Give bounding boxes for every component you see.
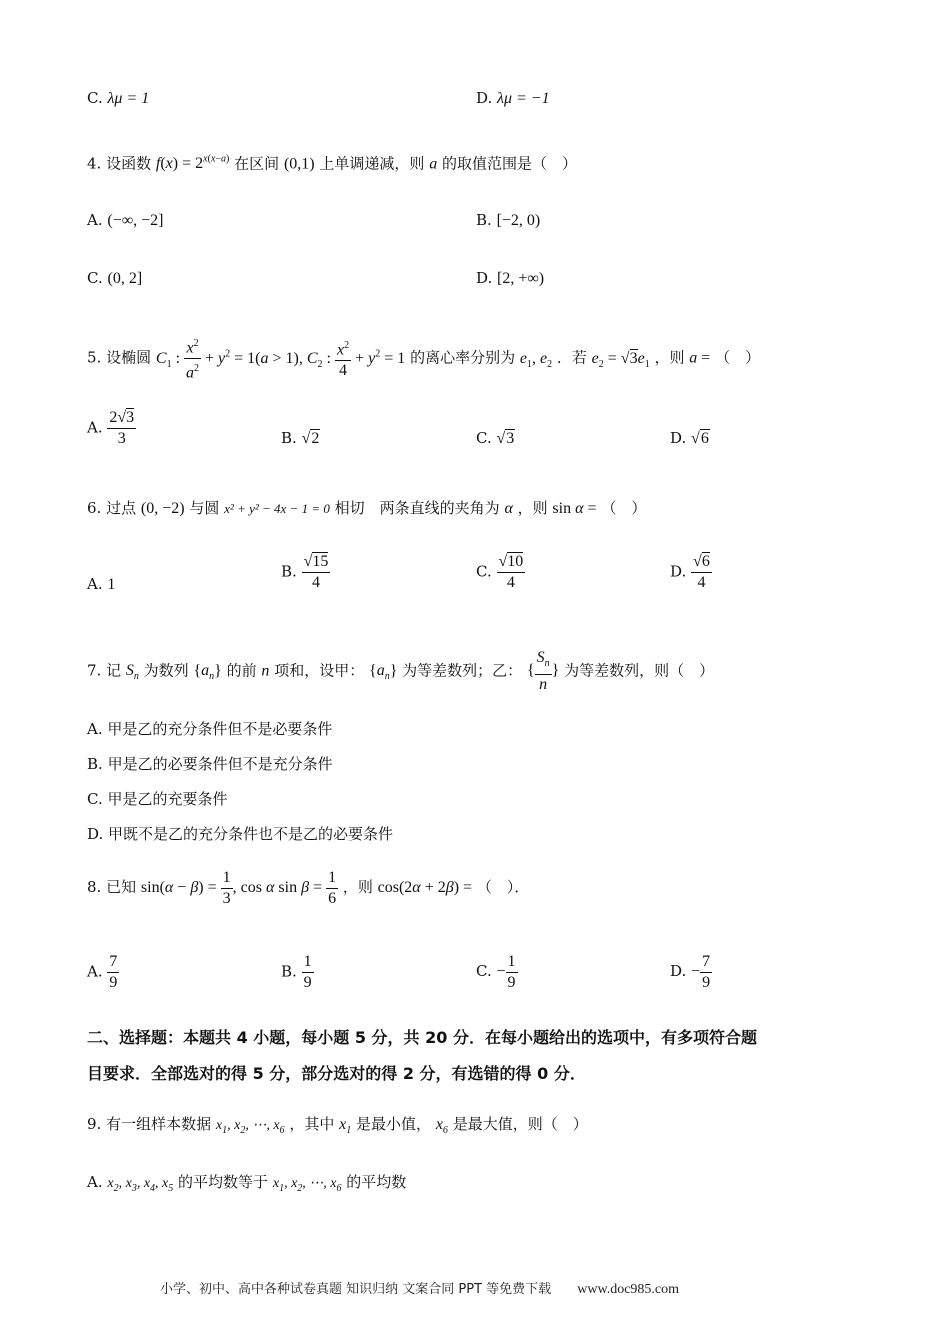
footer [160,1278,679,1298]
q5-ellipse-equations: $C_1$ : $\frac{x^2}{a^2}$ + $y^2 = 1(a > 1)$, $C_2$ : $\frac{x^2}{4}$ + $y^2 = 1$ [156,350,405,367]
question-8: 8. 已知 sin(α − β) = $\frac{1}{3}$ , cos α sin β = $\frac{1}{6}$ ，则 cos(2α + 2β) = （ ）． [87,869,530,907]
question-7: 7. 记 $S_n$ 为数列 $\{a_n\}$ 的前 n 项和，设甲： $\{a_n\}$ 为等差数列；乙： { $\frac{S_n}{n}$ } 为等差数列，则（ ） [87,649,715,694]
q5-option-b: B. √2 [281,429,320,447]
footer-text: 小学、初中、高中各种试卷真题 知识归纳 文案合同 PPT 等免费下载 [160,1282,552,1297]
q3-option-d: D. λμ = −1 [476,89,550,107]
question-6: 6. 过点 (0, −2) 与圆 x² + y² − 4x − 1 = 0 相切 两条直线的夹角为 α ，则 sin α = （ ） [87,499,647,517]
q3-option-d-expr: λμ = −1 [497,90,550,107]
q7-option-c: C. 甲是乙的充要条件 [87,790,228,808]
q4-interval: (0,1) [283,155,315,173]
q6-option-a: A. 1 [87,575,116,593]
q4-option-b: B. [−2, 0) [476,211,541,229]
q8-option-a: A. $\frac{7}{9}$ [87,953,118,991]
section-2-heading: 二、选择题：本题共 4 小题，每小题 5 分，共 20 分．在每小题给出的选项中，有多项符合题 目要求．全部选对的得 5 分，部分选对的得 2 分，有选错的得 0 分． [87,1028,757,1083]
q3-option-c: C. λμ = 1 [87,89,150,107]
q8-option-b: B. $\frac{1}{9}$ [281,953,312,991]
q4-option-c: C. (0, 2] [87,269,143,287]
q4-option-a: A. (−∞, −2] [87,211,164,229]
q7-option-d: D. 甲既不是乙的充分条件也不是乙的必要条件 [87,825,394,843]
q6-point: (0, −2) [140,500,185,517]
q7-option-b: B. 甲是乙的必要条件但不是充分条件 [87,755,333,773]
question-9: 9. 有一组样本数据 $x_1$, $x_2$, ⋯, $x_6$ ，其中 $x_1$ 是最小值， $x_6$ 是最大值，则（ ） [87,1115,588,1137]
q8-option-c: C. − $\frac{1}{9}$ [476,953,516,991]
q6-circle: x² + y² − 4x − 1 = 0 [224,501,330,516]
q5-option-a: A. $\frac{2√3}{3}$ [87,409,135,447]
q9-option-a: A. $x_2$, $x_3$, $x_4$, $x_5$ 的平均数等于 $x_1$, $x_2$, ⋯, $x_6$ 的平均数 [87,1173,407,1194]
q6-option-d: D. $\frac{√6}{4}$ [670,553,710,591]
question-5: 5. 设椭圆 $C_1$ : $\frac{x^2}{a^2}$ + $y^2 = 1(a > 1)$, $C_2$ : $\frac{x^2}{4}$ + $y^2 = 1$ 的离心率分别为 $e_1$, $e_2$ ．若 $e_2 = √3e_1$ ，则 a = （ ） [87,334,760,384]
q5-option-d: D. √6 [670,429,709,447]
q3-option-c-expr: λμ = 1 [107,90,150,107]
question-4: 4. 设函数 $f(x) = 2^{x(x-a)}$ 在区间 (0,1) 上单调递减，则 a 的取值范围是（ ） [87,154,577,173]
q5-option-c: C. √3 [476,429,515,447]
q4-function: $f(x) = 2^{x(x-a)}$ [155,154,230,173]
q4-option-d: D. [2, +∞) [476,269,545,287]
q7-option-a: A. 甲是乙的充分条件但不是必要条件 [87,720,333,738]
q6-option-b: B. $\frac{√15}{4}$ [281,553,329,591]
q8-option-d: D. − $\frac{7}{9}$ [670,953,711,991]
q6-option-c: C. $\frac{√10}{4}$ [476,553,524,591]
footer-url[interactable]: www.doc985.com [577,1282,680,1297]
